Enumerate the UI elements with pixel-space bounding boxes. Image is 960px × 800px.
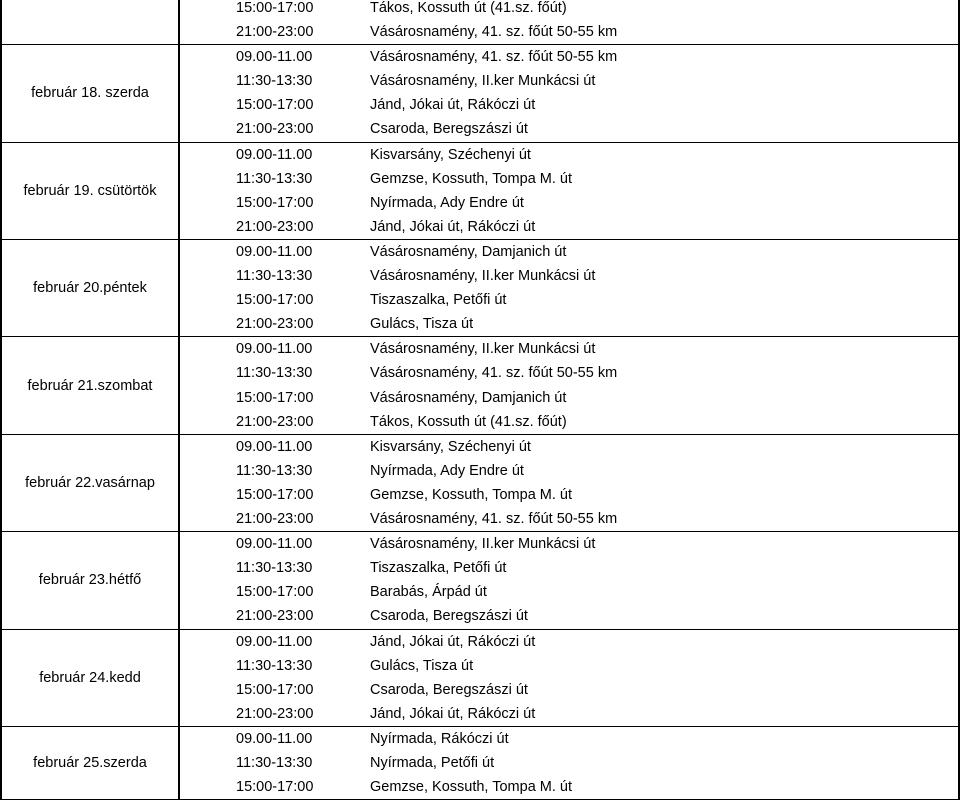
table-row <box>178 435 960 459</box>
location: Vásárosnamény, Damjanich út <box>370 389 567 406</box>
table-row <box>178 69 960 93</box>
table-row <box>178 386 960 410</box>
day-block <box>0 630 960 727</box>
table-row <box>178 604 960 628</box>
day-label-cell <box>0 0 180 44</box>
table-row <box>178 20 960 44</box>
time-slot: 11:30-13:30 <box>236 755 313 772</box>
time-slot: 21:00-23:00 <box>236 121 314 138</box>
table-row <box>178 361 960 385</box>
time-slot: 15:00-17:00 <box>236 194 314 211</box>
time-slot: 09.00-11.00 <box>236 341 313 358</box>
location: Tiszaszalka, Petőfi út <box>370 560 507 577</box>
table-row <box>178 483 960 507</box>
day-label-cell <box>0 435 180 531</box>
time-slot: 15:00-17:00 <box>236 389 314 406</box>
time-slot: 11:30-13:30 <box>236 170 313 187</box>
day-label-cell <box>0 45 180 141</box>
table-row <box>178 459 960 483</box>
table-row <box>178 312 960 336</box>
table-row <box>178 751 960 775</box>
day-label: február 23.hétfő <box>38 572 142 589</box>
location: Tákos, Kossuth út (41.sz. főút) <box>370 0 567 16</box>
location: Vásárosnamény, Damjanich út <box>370 243 567 260</box>
day-label: február 20.péntek <box>33 280 147 297</box>
location: Csaroda, Beregszászi út <box>370 681 528 698</box>
table-row <box>178 45 960 69</box>
time-slot: 09.00-11.00 <box>236 146 313 163</box>
day-block <box>0 727 960 800</box>
table-row <box>178 191 960 215</box>
table-row <box>178 654 960 678</box>
time-slot: 15:00-17:00 <box>236 97 314 114</box>
time-slot: 09.00-11.00 <box>236 536 313 553</box>
location: Kisvarsány, Széchenyi út <box>370 146 531 163</box>
table-row <box>178 532 960 556</box>
location: Vásárosnamény, II.ker Munkácsi út <box>370 341 596 358</box>
location: Gulács, Tisza út <box>370 657 474 674</box>
time-slot: 21:00-23:00 <box>236 705 314 722</box>
time-slot: 15:00-17:00 <box>236 779 314 796</box>
table-row <box>178 630 960 654</box>
day-label-cell <box>0 240 180 336</box>
location: Gemzse, Kossuth, Tompa M. út <box>370 170 573 187</box>
location: Tiszaszalka, Petőfi út <box>370 292 507 309</box>
table-row <box>178 507 960 531</box>
time-slot: 21:00-23:00 <box>236 413 314 430</box>
table-row <box>178 117 960 141</box>
time-slot: 21:00-23:00 <box>236 608 314 625</box>
time-slot: 09.00-11.00 <box>236 730 313 747</box>
time-slot: 21:00-23:00 <box>236 24 314 41</box>
location: Nyírmada, Rákóczi út <box>370 730 509 747</box>
location: Kisvarsány, Széchenyi út <box>370 438 531 455</box>
location: Vásárosnamény, II.ker Munkácsi út <box>370 73 596 90</box>
day-label-cell <box>0 337 180 433</box>
location: Vásárosnamény, 41. sz. főút 50-55 km <box>370 24 618 41</box>
location: Vásárosnamény, 41. sz. főút 50-55 km <box>370 511 618 528</box>
location: Gemzse, Kossuth, Tompa M. út <box>370 486 573 503</box>
time-slot: 09.00-11.00 <box>236 49 313 66</box>
table-row <box>178 288 960 312</box>
location: Barabás, Árpád út <box>370 584 487 601</box>
time-slot: 09.00-11.00 <box>236 243 313 260</box>
day-label-cell <box>0 630 180 726</box>
location: Vásárosnamény, 41. sz. főút 50-55 km <box>370 365 618 382</box>
day-label: február 24.kedd <box>39 669 141 686</box>
table-row <box>178 143 960 167</box>
time-slot: 15:00-17:00 <box>236 584 314 601</box>
table-row <box>178 93 960 117</box>
table-row <box>178 678 960 702</box>
location: Csaroda, Beregszászi út <box>370 608 528 625</box>
day-label: február 19. csütörtök <box>23 182 157 199</box>
day-block <box>0 45 960 142</box>
time-slot: 11:30-13:30 <box>236 462 313 479</box>
time-slot: 11:30-13:30 <box>236 73 313 90</box>
location: Vásárosnamény, 41. sz. főút 50-55 km <box>370 49 618 66</box>
day-block <box>0 532 960 629</box>
day-label-cell <box>0 727 180 799</box>
table-row <box>178 0 960 20</box>
day-block <box>0 435 960 532</box>
day-label: február 21.szombat <box>27 377 153 394</box>
time-slot: 11:30-13:30 <box>236 560 313 577</box>
table-row <box>178 556 960 580</box>
day-label-cell <box>0 532 180 628</box>
location: Csaroda, Beregszászi út <box>370 121 528 138</box>
time-slot: 09.00-11.00 <box>236 438 313 455</box>
day-block <box>0 337 960 434</box>
location: Vásárosnamény, II.ker Munkácsi út <box>370 536 596 553</box>
location: Nyírmada, Petőfi út <box>370 755 495 772</box>
table-row <box>178 240 960 264</box>
day-label-cell <box>0 143 180 239</box>
table-row <box>178 727 960 751</box>
table-row <box>178 264 960 288</box>
location: Gemzse, Kossuth, Tompa M. út <box>370 779 573 796</box>
table-row <box>178 580 960 604</box>
location: Jánd, Jókai út, Rákóczi út <box>370 97 536 114</box>
location: Jánd, Jókai út, Rákóczi út <box>370 218 536 235</box>
time-slot: 21:00-23:00 <box>236 218 314 235</box>
time-slot: 15:00-17:00 <box>236 0 314 16</box>
table-row <box>178 215 960 239</box>
location: Jánd, Jókai út, Rákóczi út <box>370 705 536 722</box>
location: Jánd, Jókai út, Rákóczi út <box>370 633 536 650</box>
time-slot: 11:30-13:30 <box>236 268 313 285</box>
time-slot: 11:30-13:30 <box>236 657 313 674</box>
location: Tákos, Kossuth út (41.sz. főút) <box>370 413 567 430</box>
day-block <box>0 143 960 240</box>
location: Nyírmada, Ady Endre út <box>370 194 524 211</box>
day-label: február 22.vasárnap <box>25 474 155 491</box>
day-block <box>0 0 960 45</box>
time-slot: 21:00-23:00 <box>236 511 314 528</box>
time-slot: 15:00-17:00 <box>236 681 314 698</box>
time-slot: 15:00-17:00 <box>236 292 314 309</box>
location: Nyírmada, Ady Endre út <box>370 462 524 479</box>
time-slot: 11:30-13:30 <box>236 365 313 382</box>
location: Gulács, Tisza út <box>370 316 474 333</box>
time-slot: 15:00-17:00 <box>236 486 314 503</box>
day-label: február 25.szerda <box>33 755 147 772</box>
table-row <box>178 775 960 799</box>
location: Vásárosnamény, II.ker Munkácsi út <box>370 268 596 285</box>
day-label: február 18. szerda <box>31 85 149 102</box>
time-slot: 21:00-23:00 <box>236 316 314 333</box>
time-slot: 09.00-11.00 <box>236 633 313 650</box>
day-block <box>0 240 960 337</box>
table-row <box>178 337 960 361</box>
table-row <box>178 167 960 191</box>
table-row <box>178 702 960 726</box>
table-row <box>178 410 960 434</box>
